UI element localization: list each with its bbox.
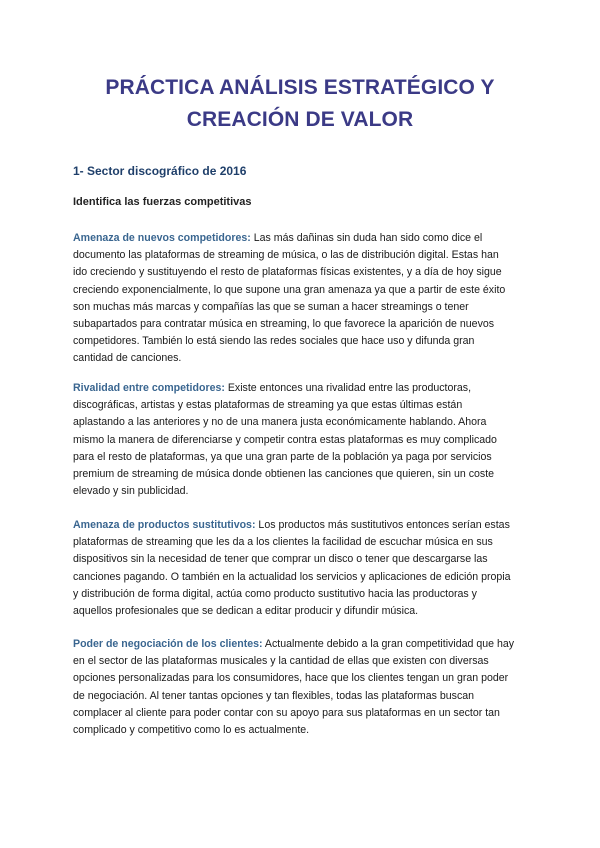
title-line-1: PRÁCTICA ANÁLISIS ESTRATÉGICO Y xyxy=(105,76,495,99)
paragraph-line: complacer al cliente para poder contar con su apoyo para sus plataformas en un sector tan xyxy=(73,706,500,719)
title-line-2: CREACIÓN DE VALOR xyxy=(186,108,414,131)
paragraph-customer-power xyxy=(73,636,533,739)
paragraph-line: documento las plataformas de streaming de música, o las de distribución digital. Estas han xyxy=(73,249,499,262)
paragraph-line: complicado y competitivo como lo es actualmente. xyxy=(73,724,310,737)
paragraph-line: de negociación. Al tener tantas opciones y tan flexibles, todas las plataformas buscan xyxy=(73,689,475,702)
paragraph-line xyxy=(73,636,533,653)
section-heading: 1- Sector discográfico de 2016 xyxy=(73,164,247,178)
paragraph-text: Actualmente debido a la gran competitividad que hay xyxy=(262,638,515,650)
paragraph-line: aquellos profesionales que se dedican a editar producir y difundir música. xyxy=(73,605,419,618)
paragraph-line: en el sector de las plataformas musicales y la cantidad de ellas que existen con diversas xyxy=(73,655,489,668)
paragraph-substitutes xyxy=(73,517,533,620)
paragraph-label: Amenaza de nuevos competidores: xyxy=(73,232,251,244)
paragraph-rivalry xyxy=(73,380,533,500)
paragraph-text: Existe entonces una rivalidad entre las productoras, xyxy=(224,382,472,394)
paragraph-line: y distribución de forma digital, actúa como producto sustitutivo hacia las productoras y xyxy=(73,587,477,600)
paragraph-text: Las más dañinas sin duda han sido como dice el xyxy=(250,232,483,244)
paragraph-line xyxy=(73,517,533,534)
paragraph-line: plataformas de streaming que les da a los clientes la facilidad de escuchar música en sus xyxy=(73,536,493,549)
paragraph-line: canciones pagando. O también en la actualidad los servicios y aplicaciones de edición propia xyxy=(73,570,511,583)
paragraph-line: para el resto de plataformas, ya que una gran parte de la población ya paga por servicios xyxy=(73,450,492,463)
paragraph-line: aplastando a las anteriores y no de una manera justa económicamente hablando. Ahora xyxy=(73,416,487,429)
paragraph-line: subapartados para contratar música en streaming, lo que favorece la aparición de nuevos xyxy=(73,318,495,331)
paragraph-line xyxy=(73,230,533,247)
paragraph-line: competidores. También lo está siendo las redes sociales que hace uso y difunda gran xyxy=(73,335,475,348)
paragraph-new-competitors xyxy=(73,230,533,368)
paragraph-line: mismo la manera de diferenciarse y competir contra estas plataformas es muy complicado xyxy=(73,433,497,446)
paragraph-line: creciendo exponencialmente, lo que supone una gran amenaza ya que a partir de este éxito xyxy=(73,283,506,296)
paragraph-line: ido creciendo y sustituyendo el resto de plataformas físicas existentes, y a día de hoy sigue xyxy=(73,266,502,279)
paragraph-line: opciones personalizadas para los consumidores, hace que los clientes tengan un gran poder xyxy=(73,672,509,685)
paragraph-line: elevado y sin publicidad. xyxy=(73,485,189,498)
paragraph-line xyxy=(73,380,533,397)
paragraph-line: discográficas, artistas y estas plataformas de streaming ya que estas últimas están xyxy=(73,399,463,412)
paragraph-label: Rivalidad entre competidores: xyxy=(73,382,225,394)
paragraph-line: son muchas más marcas y compañías las que se suman a hacer streamings o tener xyxy=(73,300,469,313)
sub-heading: Identifica las fuerzas competitivas xyxy=(73,196,252,208)
page-title xyxy=(60,72,540,136)
paragraph-label: Amenaza de productos sustitutivos: xyxy=(73,519,256,531)
paragraph-line: dispositivos sin la necesidad de tener que comprar un disco o tener que descargarse las xyxy=(73,553,488,566)
paragraph-label: Poder de negociación de los clientes: xyxy=(73,638,263,650)
paragraph-line: cantidad de canciones. xyxy=(73,352,182,365)
paragraph-text: Los productos más sustitutivos entonces serían estas xyxy=(255,519,510,531)
paragraph-line: premium de streaming de música donde obtienen las canciones que quieren, sin un coste xyxy=(73,468,495,481)
